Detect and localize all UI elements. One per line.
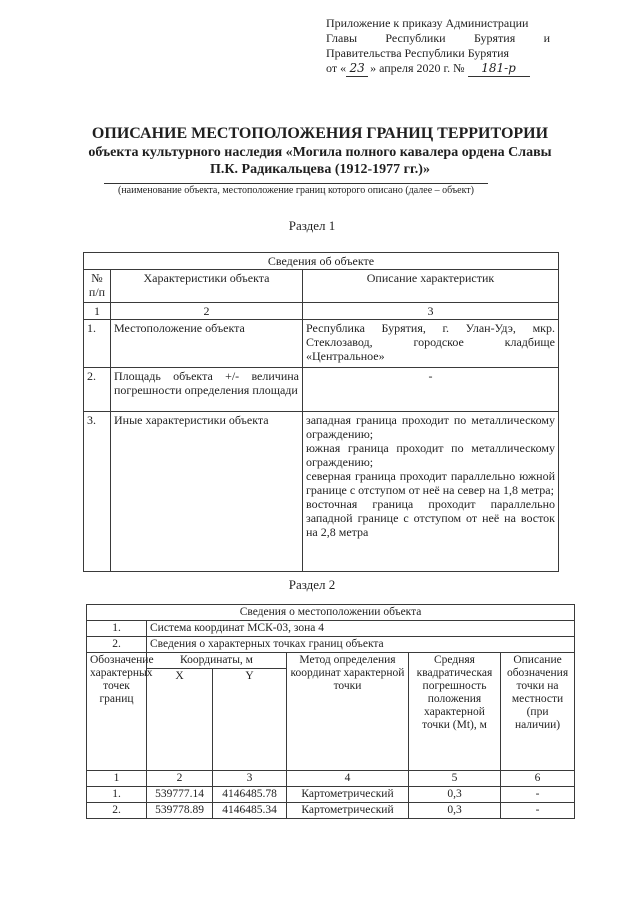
col-header-coords: Координаты, м bbox=[147, 653, 287, 669]
section-1-label: Раздел 1 bbox=[288, 218, 336, 233]
table-row: 3. Иные характеристики объекта западная граница проходит по металлическому ограждению; южная граница проходит по металлическому ограждению; северная граница проходит параллельно южной границе с отступом от неё на север на 1,8 метра; восточная граница проходит параллельно западной границе с отступом от неё на восток на 2,8 метра bbox=[84, 412, 559, 572]
col-index: 3 bbox=[213, 771, 287, 787]
col-index: 3 bbox=[303, 303, 559, 320]
appendix-line-3: Правительства Республики Бурятия bbox=[326, 46, 510, 60]
col-index: 4 bbox=[287, 771, 409, 787]
table-row: 2. Площадь объекта +/- величина погрешности определения площади - bbox=[84, 368, 559, 412]
title-line-3: П.К. Радикальцева (1912-1977 гг.)» bbox=[210, 162, 430, 177]
table-caption: Сведения об объекте bbox=[84, 253, 559, 270]
col-index: 2 bbox=[147, 771, 213, 787]
section-2-label: Раздел 2 bbox=[288, 577, 336, 592]
title-line-2: объекта культурного наследия «Могила полного кавалера ордена Славы bbox=[88, 145, 552, 160]
table-caption: Сведения о местоположении объекта bbox=[87, 605, 575, 621]
col-index: 6 bbox=[501, 771, 575, 787]
col-header-error: Средняя квадратическая погрешность положения характерной точки (Mt), м bbox=[409, 653, 501, 771]
title-note: (наименование объекта, местоположение границ которого описано (далее – объект) bbox=[117, 185, 475, 196]
col-index: 1 bbox=[84, 303, 111, 320]
title-line-1: ОПИСАНИЕ МЕСТОПОЛОЖЕНИЯ ГРАНИЦ ТЕРРИТОРИИ bbox=[91, 125, 549, 142]
handwritten-day: 23 bbox=[346, 61, 368, 77]
col-header-x: X bbox=[147, 669, 213, 771]
appendix-line-1: Приложение к приказу Администрации bbox=[326, 16, 529, 30]
col-header-method: Метод определения координат характерной точки bbox=[287, 653, 409, 771]
col-header-point: Обозначение характерных точек границ bbox=[87, 653, 147, 771]
appendix-date-line: от « 23 » апреля 2020 г. № 181-р bbox=[326, 61, 550, 77]
col-index: 2 bbox=[111, 303, 303, 320]
document-title bbox=[60, 124, 580, 178]
object-info-table bbox=[83, 252, 559, 572]
table-row: 1. Местоположение объекта Республика Бурятия, г. Улан-Удэ, мкр. Стеклозавод, городское кладбище «Центральное» bbox=[84, 320, 559, 368]
col-header-characteristics: Характеристики объекта bbox=[111, 270, 303, 303]
col-index: 5 bbox=[409, 771, 501, 787]
col-header-description: Описание характеристик bbox=[303, 270, 559, 303]
table-row: 1. 539777.14 4146485.78 Картометрический 0,3 - bbox=[87, 787, 575, 803]
col-header-y: Y bbox=[213, 669, 287, 771]
col-index: 1 bbox=[87, 771, 147, 787]
title-underline bbox=[104, 183, 488, 184]
handwritten-number: 181-р bbox=[468, 61, 530, 77]
appendix-line-2: Главы Республики Бурятия и bbox=[326, 31, 550, 45]
col-header-description: Описание обозначения точки на местности (при наличии) bbox=[501, 653, 575, 771]
points-caption: Сведения о характерных точках границ объекта bbox=[147, 637, 575, 653]
coordinate-system: Система координат МСК-03, зона 4 bbox=[147, 621, 575, 637]
location-table: Сведения о местоположении объекта 1. Система координат МСК-03, зона 4 2. Сведения о характерных точках границ объекта Обозначение характерных точек границ Координаты, м Метод определения координат характерной точки Средняя квадратическая погрешность положения характерной точки (Mt), м Описание обозначения точки на местности (при наличии) X Y 1 2 3 4 5 6 1. 539777.14 4146485.78 Картометрический 0,3 - 2. 539778.89 4146485.34 Картометрический 0,3 - bbox=[86, 604, 575, 819]
table-row: 2. 539778.89 4146485.34 Картометрический 0,3 - bbox=[87, 803, 575, 819]
col-header-num: № п/п bbox=[84, 270, 111, 303]
appendix-block bbox=[326, 16, 550, 77]
